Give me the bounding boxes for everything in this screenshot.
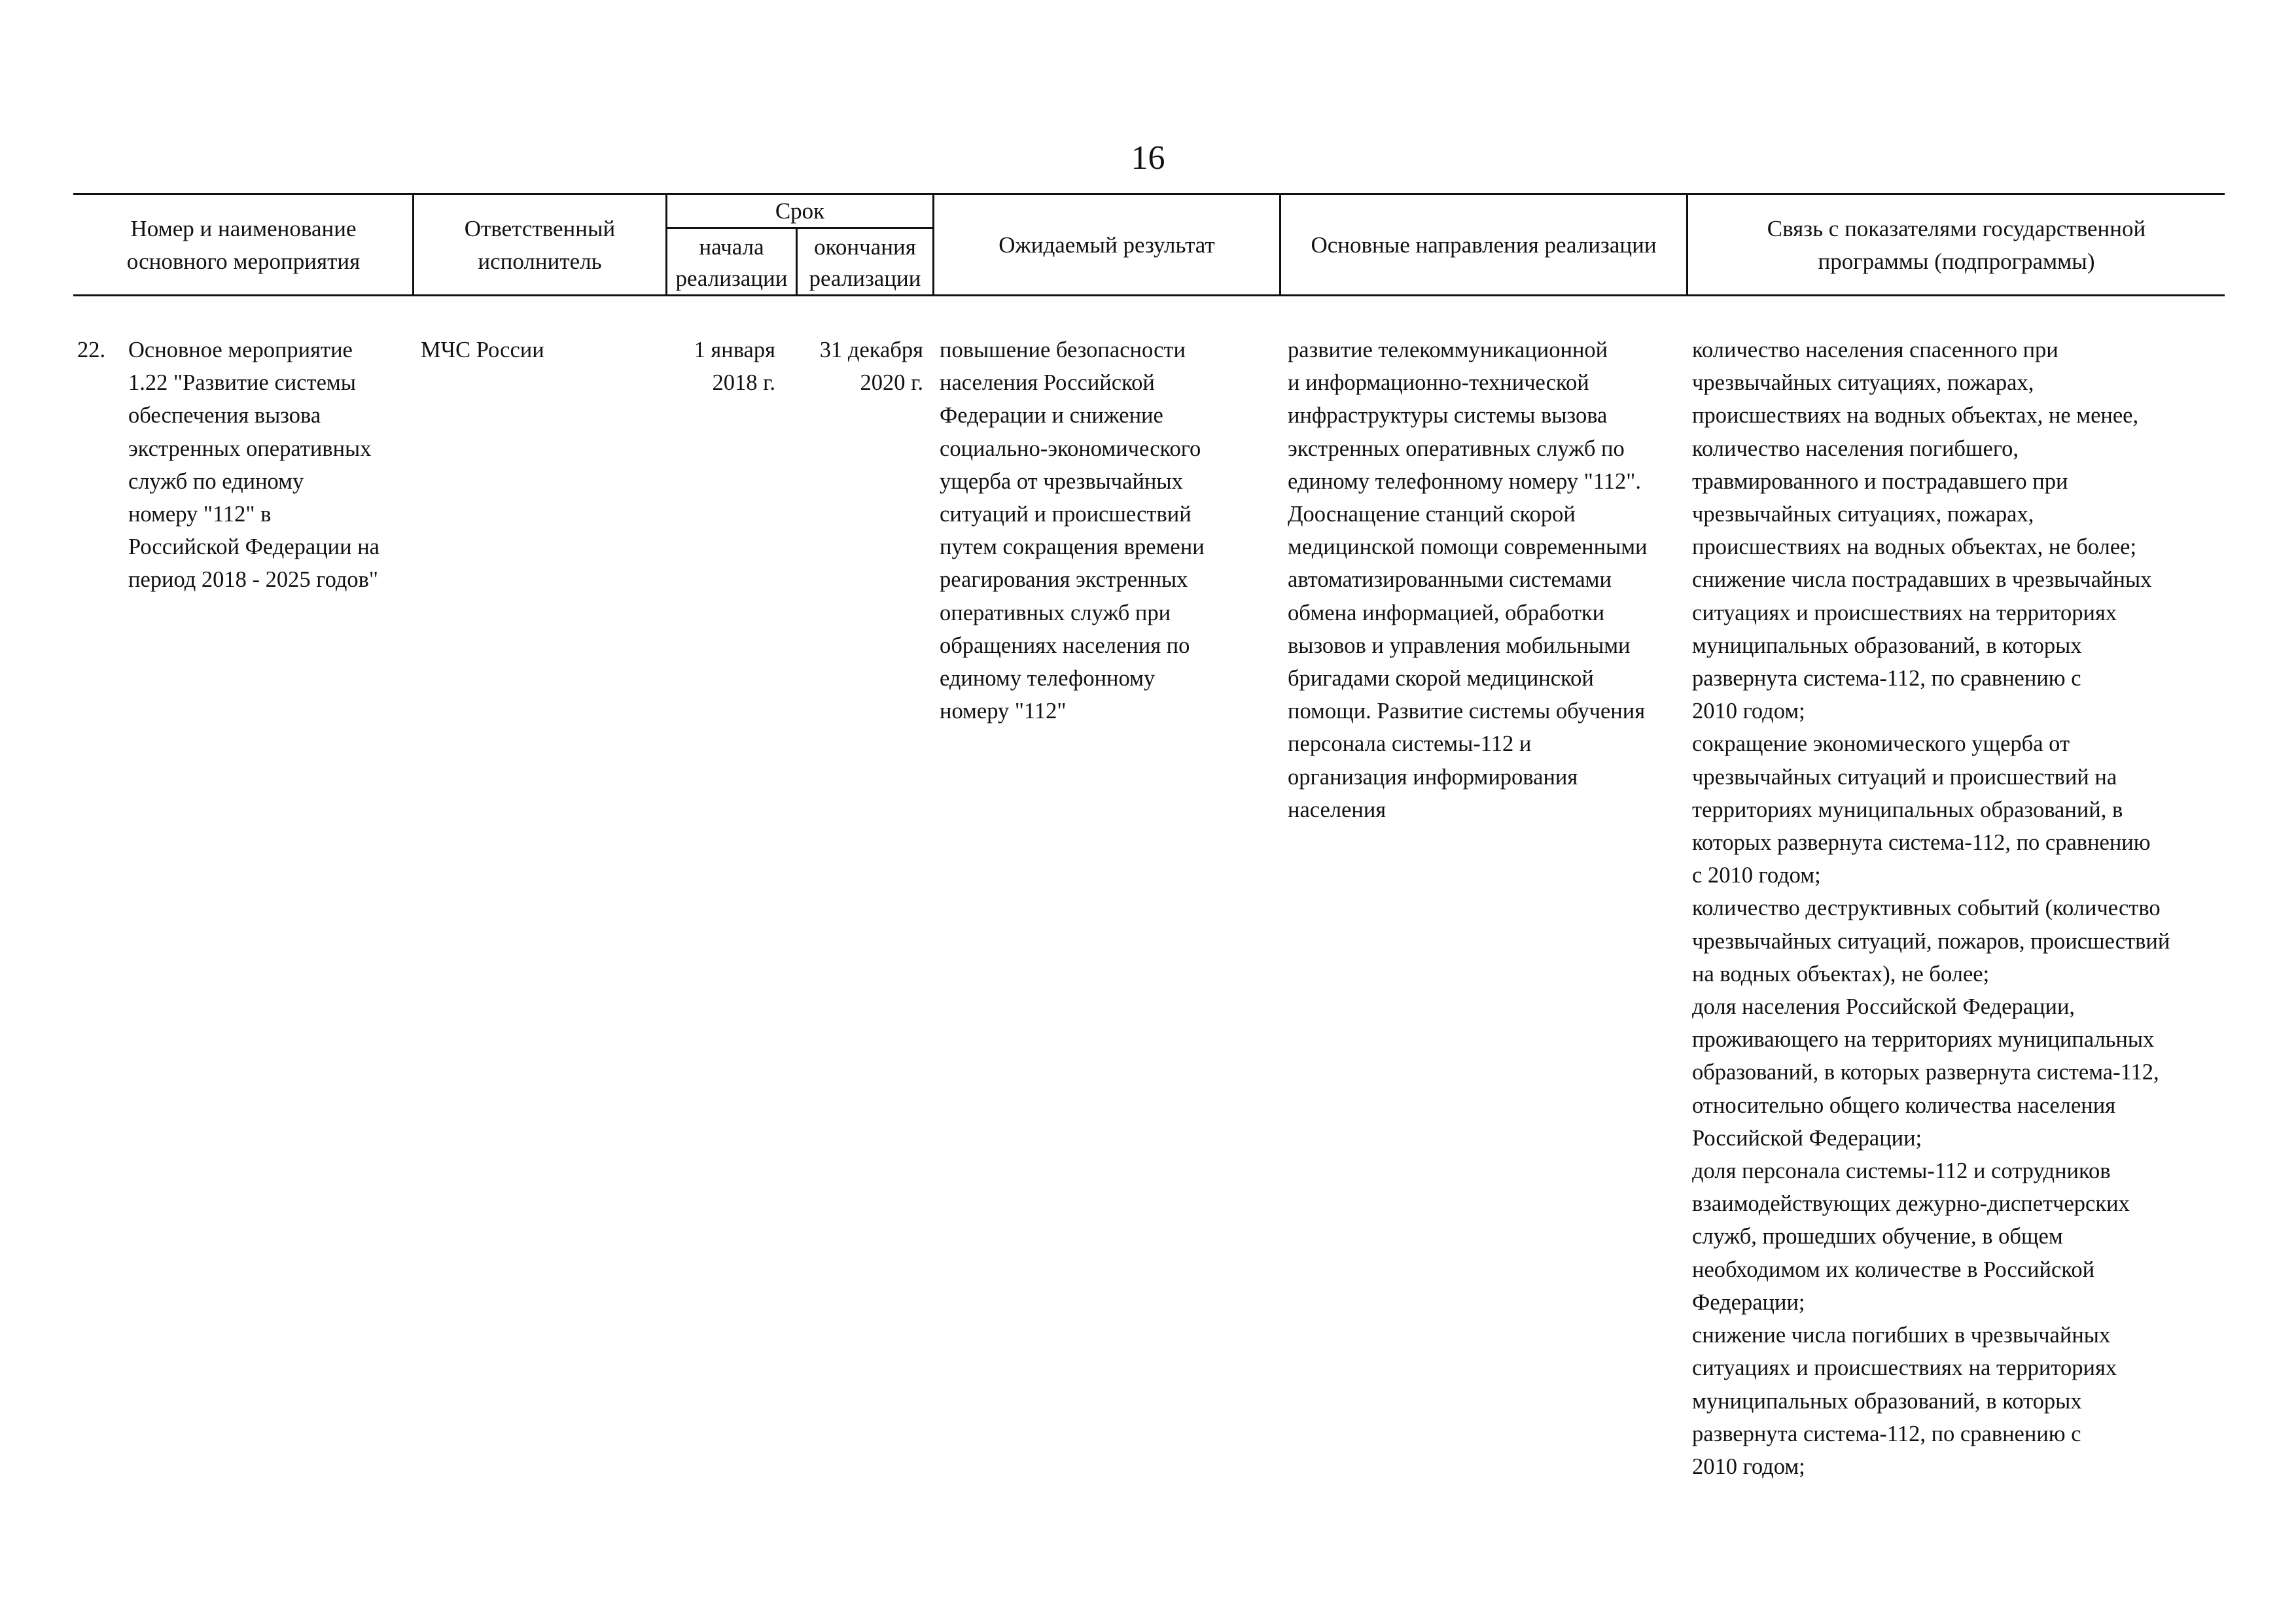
header-indicators xyxy=(1688,213,2225,278)
header-term: Срок xyxy=(775,198,825,224)
header-activity-line: Номер и наименование xyxy=(130,216,357,241)
term-start-line: 1 января xyxy=(694,338,775,362)
activity-name xyxy=(128,334,410,597)
indicators-line: служб, прошедших обучение, в общем xyxy=(1692,1224,2063,1249)
activity-name-line: Основное мероприятие xyxy=(128,338,353,362)
indicators-line: 2010 годом; xyxy=(1692,699,1805,724)
indicators-line: которых развернута система-112, по сравнению xyxy=(1692,830,2151,856)
term-start xyxy=(667,334,775,399)
header-indicators-line: Связь с показателями государственной xyxy=(1767,216,2146,241)
indicators-line: развернута система-112, по сравнению с xyxy=(1692,1421,2081,1446)
implementation-directions xyxy=(1288,334,1684,826)
directions-line: организация информирования xyxy=(1288,764,1578,790)
header-executor-line: Ответственный xyxy=(464,216,616,241)
expected-result-line: ситуаций и происшествий xyxy=(940,502,1192,527)
term-end-line: 2020 г. xyxy=(860,370,923,396)
row-number: 22. xyxy=(77,338,106,362)
directions-line: помощи. Развитие системы обучения xyxy=(1288,699,1646,724)
expected-result-line: номеру "112" xyxy=(940,699,1067,724)
indicators-line: ситуациях и происшествиях на территориях xyxy=(1692,600,2117,625)
header-term-start-line: реализации xyxy=(675,266,788,291)
header-directions: Основные направления реализации xyxy=(1311,232,1657,258)
expected-result-line: повышение безопасности xyxy=(940,338,1186,362)
activity-name-line: служб по единому xyxy=(128,468,304,494)
indicators-line: снижение числа погибших в чрезвычайных xyxy=(1692,1323,2111,1348)
directions-line: и информационно-технической xyxy=(1288,370,1589,396)
directions-line: обмена информацией, обработки xyxy=(1288,600,1605,625)
indicators-line: травмированного и пострадавшего при xyxy=(1692,468,2068,494)
indicators-line: муниципальных образований, в которых xyxy=(1692,633,2082,658)
indicators-line: образований, в которых развернута система-112, xyxy=(1692,1060,2159,1085)
indicators-line: ситуациях и происшествиях на территориях xyxy=(1692,1355,2117,1381)
header-activity-line: основного мероприятия xyxy=(126,249,361,274)
indicators-line: муниципальных образований, в которых xyxy=(1692,1388,2082,1414)
directions-line: инфраструктуры системы вызова xyxy=(1288,403,1608,428)
expected-result xyxy=(940,334,1277,727)
program-indicators xyxy=(1692,334,2229,1483)
executor: МЧС России xyxy=(421,338,544,362)
expected-result-line: единому телефонному xyxy=(940,666,1156,691)
indicators-line: происшествиях на водных объектах, не более; xyxy=(1692,534,2137,560)
activity-name-line: период 2018 - 2025 годов" xyxy=(128,567,379,593)
indicators-line: снижение числа пострадавших в чрезвычайных xyxy=(1692,567,2152,593)
indicators-line: сокращение экономического ущерба от xyxy=(1692,731,2070,757)
indicators-line: взаимодействующих дежурно-диспетчерских xyxy=(1692,1191,2130,1217)
directions-line: экстренных оперативных служб по xyxy=(1288,436,1625,461)
indicators-line: 2010 годом; xyxy=(1692,1454,1805,1479)
directions-line: медицинской помощи современными xyxy=(1288,534,1648,560)
indicators-line: происшествиях на водных объектах, не менее, xyxy=(1692,403,2139,428)
header-term-start-line: начала xyxy=(699,234,764,260)
indicators-line: количество населения погибшего, xyxy=(1692,436,2019,461)
header-term-start xyxy=(667,232,796,294)
indicators-line: доля населения Российской Федерации, xyxy=(1692,994,2075,1020)
directions-line: вызовов и управления мобильными xyxy=(1288,633,1631,658)
indicators-line: чрезвычайных ситуациях, пожарах, xyxy=(1692,370,2034,396)
header-bottom-rule xyxy=(73,294,2225,296)
indicators-line: территориях муниципальных образований, в xyxy=(1692,797,2123,822)
expected-result-line: путем сокращения времени xyxy=(940,534,1205,560)
indicators-line: количество населения спасенного при xyxy=(1692,338,2058,362)
expected-result-line: обращениях населения по xyxy=(940,633,1190,658)
indicators-line: необходимом их количестве в Российской xyxy=(1692,1257,2095,1282)
directions-line: развитие телекоммуникационной xyxy=(1288,338,1608,362)
header-indicators-line: программы (подпрограммы) xyxy=(1818,249,2095,274)
activity-name-line: номеру "112" в xyxy=(128,502,272,527)
header-term-end-line: окончания xyxy=(814,234,916,260)
indicators-line: проживающего на территориях муниципальных xyxy=(1692,1027,2155,1053)
directions-line: единому телефонному номеру "112". xyxy=(1288,468,1641,494)
expected-result-line: реагирования экстренных xyxy=(940,567,1188,593)
activity-name-line: экстренных оперативных xyxy=(128,436,372,461)
activity-name-line: обеспечения вызова xyxy=(128,403,321,428)
table-top-rule xyxy=(73,193,2225,195)
indicators-line: Федерации; xyxy=(1692,1289,1805,1315)
indicators-line: на водных объектах), не более; xyxy=(1692,961,1990,986)
indicators-line: относительно общего количества населения xyxy=(1692,1092,2116,1118)
header-result: Ожидаемый результат xyxy=(998,232,1215,258)
indicators-line: чрезвычайных ситуаций, пожаров, происшествий xyxy=(1692,928,2170,954)
header-activity xyxy=(75,213,412,278)
indicators-line: с 2010 годом; xyxy=(1692,863,1821,888)
expected-result-line: ущерба от чрезвычайных xyxy=(940,468,1183,494)
header-executor-line: исполнитель xyxy=(478,249,602,274)
indicators-line: доля персонала системы-112 и сотрудников xyxy=(1692,1159,2111,1184)
directions-line: автоматизированными системами xyxy=(1288,567,1612,593)
directions-line: Дооснащение станций скорой xyxy=(1288,502,1576,527)
indicators-line: Российской Федерации; xyxy=(1692,1125,1922,1151)
expected-result-line: Федерации и снижение xyxy=(940,403,1163,428)
directions-line: населения xyxy=(1288,797,1386,822)
expected-result-line: оперативных служб при xyxy=(940,600,1171,625)
indicators-line: развернута система-112, по сравнению с xyxy=(1692,666,2081,691)
indicators-line: чрезвычайных ситуаций и происшествий на xyxy=(1692,764,2117,790)
indicators-line: количество деструктивных событий (количество xyxy=(1692,896,2161,921)
activity-name-line: 1.22 "Развитие системы xyxy=(128,370,356,396)
directions-line: персонала системы-112 и xyxy=(1288,731,1532,757)
indicators-line: чрезвычайных ситуациях, пожарах, xyxy=(1692,502,2034,527)
term-start-line: 2018 г. xyxy=(712,370,775,396)
directions-line: бригадами скорой медицинской xyxy=(1288,666,1594,691)
term-end-line: 31 декабря xyxy=(819,338,923,362)
expected-result-line: социально-экономического xyxy=(940,436,1201,461)
header-term-end-line: реализации xyxy=(809,266,921,291)
header-term-end xyxy=(798,232,932,294)
term-end xyxy=(798,334,923,399)
activity-name-line: Российской Федерации на xyxy=(128,534,380,560)
page-number: 16 xyxy=(1131,139,1165,177)
header-executor xyxy=(414,213,665,278)
expected-result-line: населения Российской xyxy=(940,370,1155,396)
